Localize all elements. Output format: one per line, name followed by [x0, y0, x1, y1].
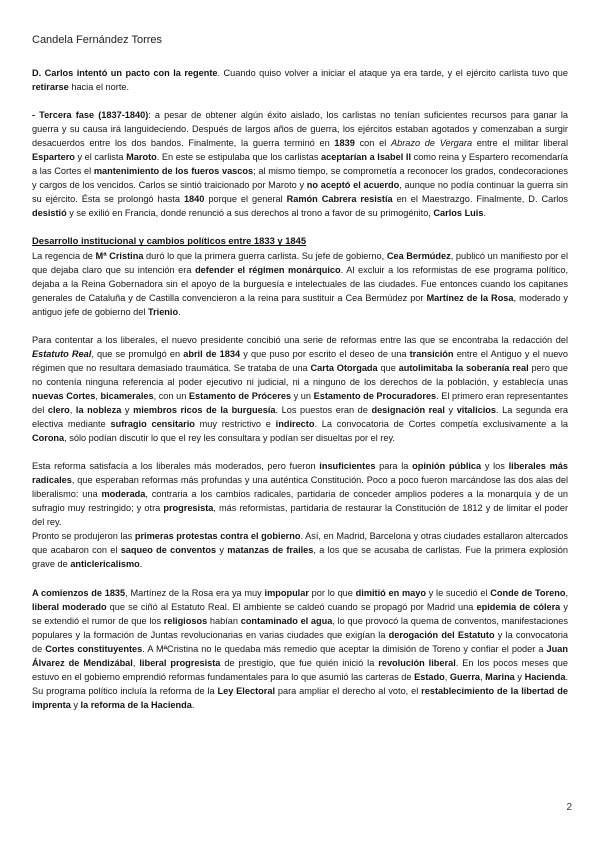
paragraph: A comienzos de 1835, Martínez de la Rosa era ya muy impopular por lo que dimitió en mayo y le sucedió el Conde de Toreno, liberal moderado que se ciñó al Estatuto Real. El ambiente se caldeó cuando se propagó por Madrid una epidemia de cólera y se extendió el rumor de que los religiosos habían contaminado el agua, lo que provocó la quema de conventos, manifestaciones populares y la formación de Juntas revolucionarias en varias ciudades que exigían la derogación del Estatuto y la convocatoria de Cortes constituyentes. A MªCristina no le quedaba más remedio que aceptar la dimisión de Toreno y confiar el poder a Juan Álvarez de Mendizábal, liberal progresista de prestigio, que fue quién inició la revolución liberal. En los pocos meses que estuvo en el gobierno emprendió reformas fundamentales para lo que asumió las carteras de Estado, Guerra, Marina y Hacienda. Su programa político incluía la reforma de la Ley Electoral para ampliar el derecho al voto, el restablecimiento de la libertad de imprenta y la reforma de la Hacienda. — [32, 587, 569, 710]
text-run: matanzas de frailes — [227, 545, 314, 556]
text-run: liberales más radicales — [32, 461, 568, 486]
text-run: saqueo de conventos — [120, 545, 217, 556]
text-run: insuficientes — [319, 461, 376, 472]
text-run: Ley Electoral — [217, 685, 275, 696]
text-run: restablecimiento de la libertad de imprenta — [32, 685, 568, 710]
text-run: Mª Cristina — [95, 250, 144, 261]
text-run: clero — [47, 404, 70, 415]
text-run: Estamento de Próceres — [188, 390, 292, 401]
text-run: Abrazo de Vergara — [390, 138, 473, 149]
text-run: Cortes constituyentes — [45, 643, 143, 654]
text-run: Ramón Cabrera — [286, 194, 357, 205]
text-run: resistía — [360, 194, 393, 205]
text-run: - Tercera fase (1837-1840) — [32, 110, 149, 121]
text-run: designación real — [371, 404, 445, 415]
text-run: desistió — [32, 208, 67, 219]
text-run: intentó un pacto con la regente — [76, 68, 218, 78]
text-run: derogación del Estatuto — [388, 629, 495, 640]
section-heading: Desarrollo institucional y cambios políticos entre 1833 y 1845 — [32, 235, 307, 247]
text-run: liberal moderado — [32, 601, 107, 612]
text-run: A comienzos de 1835 — [32, 587, 126, 598]
text-run: progresista — [163, 503, 214, 514]
text-run: Conde de Toreno — [490, 587, 566, 598]
text-run: la nobleza — [75, 404, 122, 415]
text-run: D. Carlos — [32, 68, 77, 78]
page-number: 2 — [566, 802, 572, 813]
text-run: Carlos Luis — [433, 208, 484, 219]
text-run: religiosos — [163, 615, 208, 626]
text-run: 1840 — [183, 194, 205, 205]
text-run: transición — [409, 348, 454, 359]
paragraph: D. Carlos intentó un pacto con la regente. Cuando quiso volver a iniciar el ataque ya era tarde, y el ejército carlista tuvo que retirarse hacia el norte. — [32, 68, 569, 93]
paragraph: Esta reforma satisfacía a los liberales más moderados, pero fueron insuficientes para la opinión pública y los liberales más radicales, que esperaban reformas más profundas y una auténtica Constitución. Poco a poco fueron marcándose las dos alas del liberalismo: una moderada, contraria a los cambios radicales, partidaria de conceder amplios poderes a la monarquía y de un sufragio muy restringido; y otra progresista, más reformistas, partidaria de restaurar la Constitución de 1812 y de limitar el poder del rey. — [32, 461, 569, 528]
paragraph: Pronto se produjeron las primeras protestas contra el gobierno. Así, en Madrid, Barcelona y otras ciudades estallaron altercados que acabaron con el saqueo de conventos y matanzas de frailes, a los que se acusaba de carlistas. Fue la primera explosión grave de anticlericalismo. — [32, 531, 569, 570]
text-run: dimitió en mayo — [355, 587, 426, 598]
text-run: sufragio censitario — [110, 419, 195, 430]
text-run: la reforma de la Hacienda — [80, 699, 192, 710]
text-run: Hacienda — [524, 671, 566, 682]
text-run: Estamento de Procuradores — [313, 390, 437, 401]
author-name: Candela Fernández Torres — [32, 34, 163, 46]
text-run: liberal progresista — [139, 657, 221, 668]
text-run: autolimitaba la soberanía real — [398, 362, 529, 373]
text-run: miembros ricos de la burguesía — [133, 404, 276, 415]
text-run: contaminado el agua — [240, 615, 333, 626]
text-run: bicamerales — [100, 390, 154, 401]
text-run: mantenimiento de los fueros vascos — [93, 166, 254, 177]
text-run: abril de 1834 — [183, 348, 241, 359]
text-run: Guerra — [449, 671, 481, 682]
text-run: retirarse — [32, 82, 69, 93]
text-run: Trienio — [147, 306, 179, 317]
text-run: Estado — [414, 671, 445, 682]
text-run: no aceptó el acuerdo — [306, 180, 400, 191]
text-run: Carta Otorgada — [310, 362, 378, 373]
text-run: primeras protestas contra el gobierno — [134, 531, 301, 542]
text-run: aceptarían a Isabel II — [321, 152, 412, 163]
text-run: Estatuto Real — [32, 348, 92, 359]
text-run: 1839 — [334, 138, 355, 149]
text-run: moderada — [101, 489, 146, 500]
text-run: epidemia de cólera — [476, 601, 561, 612]
text-run: Marina — [485, 671, 515, 682]
paragraph: - Tercera fase (1837-1840): a pesar de obtener algún éxito aislado, los carlistas no tenían suficientes recursos para ganar la guerra y su causa irá languideciendo. Después de largos años de guerra, los ejércitos estaban agotados y comenzaban a surgir desacuerdos entre los dos bandos. Finalmente, la guerra terminó en 1839 con el Abrazo de Vergara entre el militar liberal Espartero y el carlista Maroto. En este se estipulaba que los carlistas aceptarían a Isabel II como reina y Espartero recomendaría a las Cortes el mantenimiento de los fueros vascos; al mismo tiempo, se comprometía a reconocer los grados, condecoraciones y cargos de los vencidos. Carlos se sintió traicionado por Maroto y no aceptó el acuerdo, aunque no podía continuar la guerra sin su ejército. Ésta se prolongó hasta 1840 porque el general Ramón Cabrera resistía en el Maestrazgo. Finalmente, D. Carlos desistió y se exilió en Francia, donde renunció a sus derechos al trono a favor de su primogénito, Carlos Luis. — [32, 110, 569, 219]
text-run: defender el régimen monárquico — [195, 264, 341, 275]
paragraph: La regencia de Mª Cristina duró lo que la primera guerra carlista. Su jefe de gobierno, Cea Bermúdez, publicó un manifiesto por el que dejaba claro que su intención era defender el régimen monárquico. Al excluir a los reformistas de ese programa político, dejaba a la Reina Gobernadora sin el apoyo de la burguesía e intelectuales de las ciudades. Fue entonces cuando los capitanes generales de Cataluña y de Castilla convencieron a la reina para sustituir a Cea Bermúdez por Martínez de la Rosa, moderado y antiguo jefe de gobierno del Trienio. — [32, 250, 569, 317]
text-run: Espartero — [32, 152, 75, 163]
text-run: opinión pública — [412, 461, 482, 472]
text-run: Corona — [32, 433, 65, 444]
paragraph: Para contentar a los liberales, el nuevo presidente concibió una serie de reformas entre las que se encontraba la redacción del Estatuto Real, que se promulgó en abril de 1834 y que puso por escrito el deseo de una transición entre el Antiguo y el nuevo régimen que no resultara demasiado traumática. Se trataba de una Carta Otorgada que autolimitaba la soberanía real pero que no contenía ninguna referencia al poder ejecutivo ni judicial, ni a ninguno de los derechos de la población, y establecía unas nuevas Cortes, bicamerales, con un Estamento de Próceres y un Estamento de Procuradores. El primero eran representantes del clero, la nobleza y miembros ricos de la burguesía. Los puestos eran de designación real y vitalicios. La segunda era electiva mediante sufragio censitario muy restrictivo e indirecto. La convocatoria de Cortes competía exclusivamente a la Corona, sólo podían discutir lo que el rey les consultara y podían ser disueltas por el rey. — [32, 334, 569, 444]
text-run: vitalicios — [456, 404, 497, 415]
text-run: Cea Bermúdez — [386, 250, 451, 261]
text-run: nuevas Cortes — [32, 390, 96, 401]
document-body — [32, 66, 568, 726]
text-run: anticlericalismo — [70, 559, 140, 570]
text-run: Martínez de la Rosa — [426, 292, 514, 303]
text-run: revolución liberal — [378, 657, 456, 668]
text-run: impopular — [264, 587, 309, 598]
text-run: indirecto — [275, 419, 315, 430]
text-run: Juan Álvarez de Mendizábal — [32, 643, 568, 668]
text-run: Maroto — [126, 152, 157, 163]
